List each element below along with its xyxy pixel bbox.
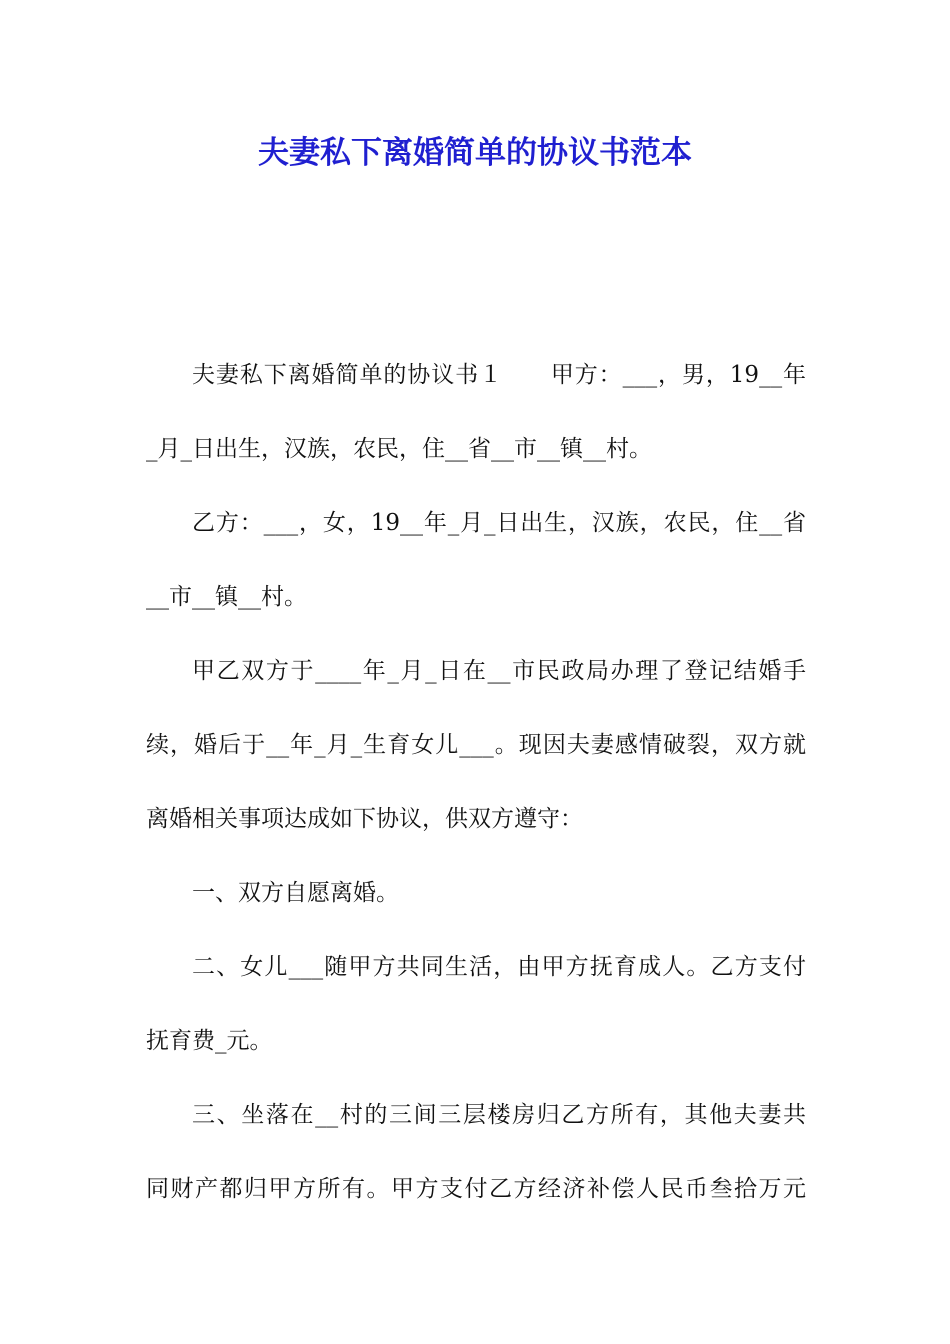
paragraph-2-line-2: __市__镇__村。 [146,584,307,610]
paragraph-3-line-3: 离婚相关事项达成如下协议，供双方遵守： [146,806,583,832]
paragraph-5-line-1: 二、女儿___随甲方共同生活，由甲方抚育成人。乙方支付 [192,954,806,980]
paragraph-6-line-2: 同财产都归甲方所有。甲方支付乙方经济补偿人民币叁拾万元 [146,1176,806,1202]
paragraph-5-line-2: 抚育费_元。 [146,1028,273,1054]
document-body [146,338,806,1226]
paragraph-6-line-1: 三、坐落在__村的三间三层楼房归乙方所有，其他夫妻共 [192,1102,806,1128]
paragraph-3-line-1: 甲乙双方于____年_月_日在__市民政局办理了登记结婚手 [192,658,806,684]
document-title: 夫妻私下离婚简单的协议书范本 [258,135,692,171]
paragraph-2-line-1: 乙方：___，女，19__年_月_日出生，汉族，农民，住__省 [192,510,806,536]
paragraph-4-line-1: 一、双方自愿离婚。 [192,880,399,906]
paragraph-1-line-1: 夫妻私下离婚简单的协议书１ 甲方：___，男，19__年 [192,362,806,388]
paragraph-3-line-2: 续，婚后于__年_月_生育女儿___。现因夫妻感情破裂，双方就 [146,732,806,758]
paragraph-1-line-2: _月_日出生，汉族，农民，住__省__市__镇__村。 [146,436,652,462]
